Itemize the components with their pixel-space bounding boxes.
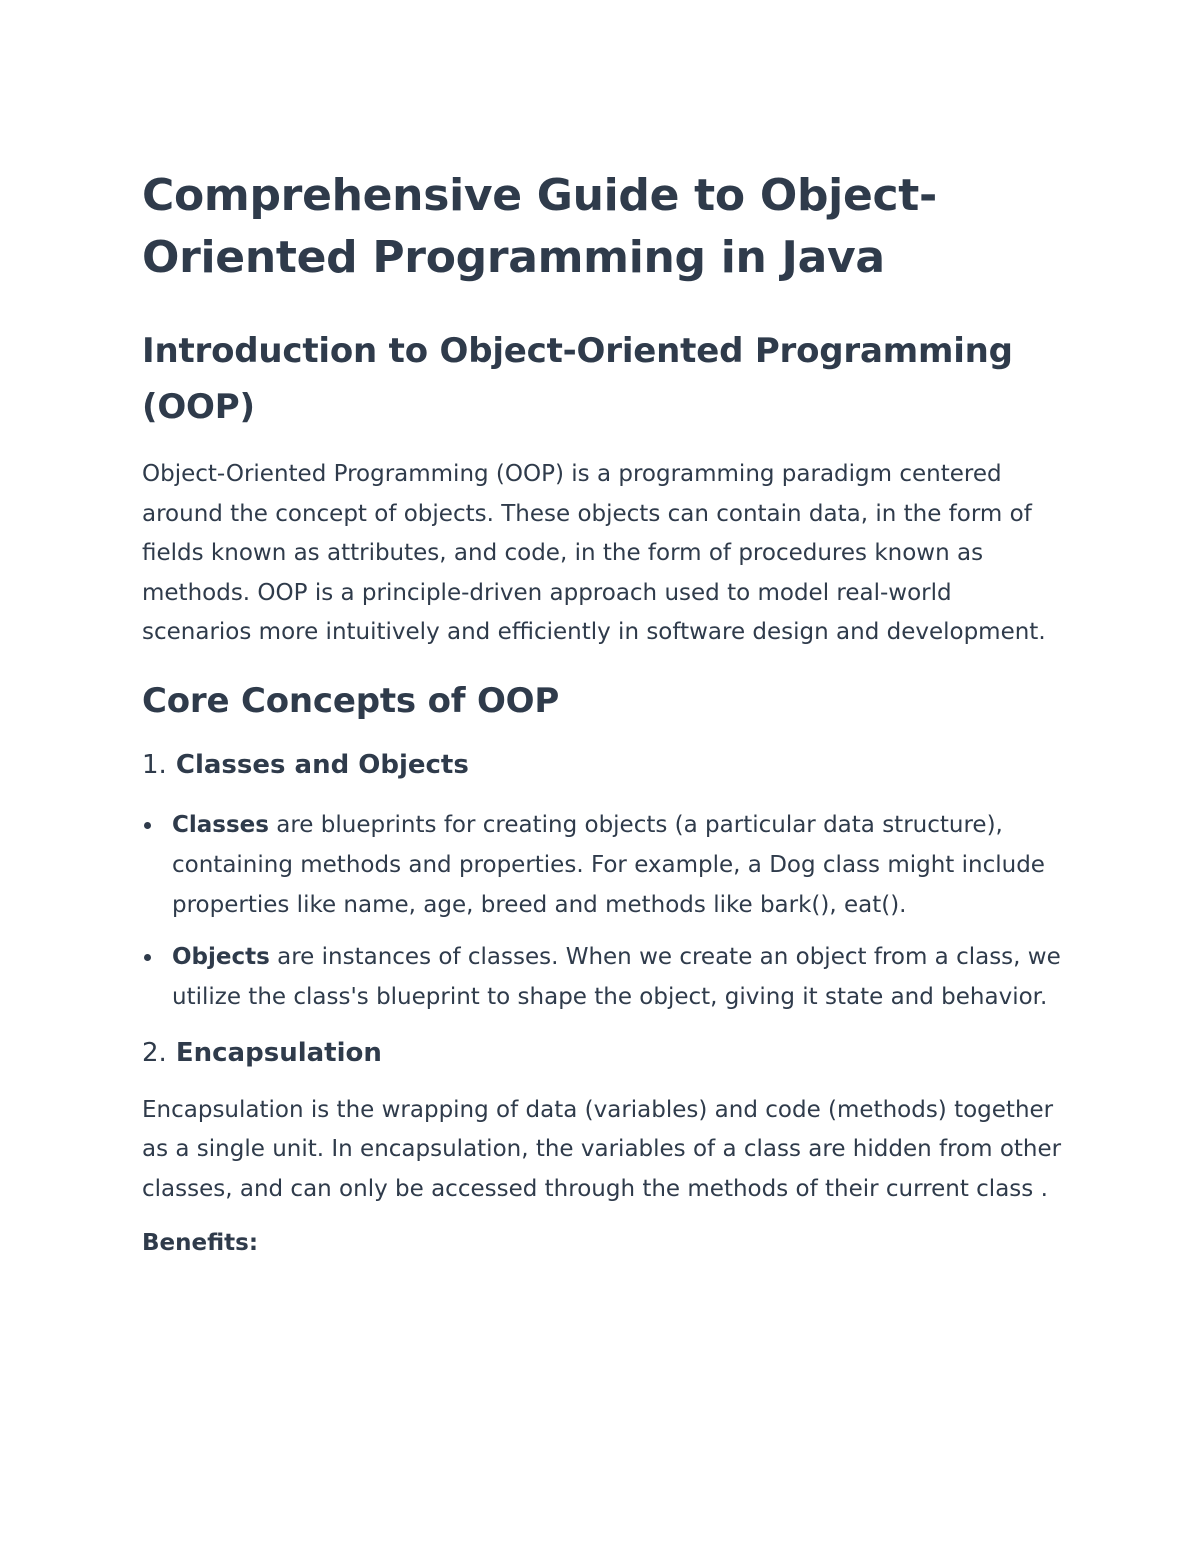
intro-heading: Introduction to Object-Oriented Programming (OOP) [142, 331, 1013, 427]
bullet-icon [144, 954, 151, 961]
intro-paragraph: Object-Oriented Programming (OOP) is a programming paradigm centered around the concept of objects. These objects can contain data, in the form of fields known as attributes, and code, in the form of procedures known as methods. OOP is a principle-driven approach used to model real-world scenarios more intuitively and efficiently in software design and development. [142, 461, 1046, 645]
section-number: 2. [142, 1037, 167, 1068]
benefits-label: Benefits: [142, 1230, 259, 1256]
list-item [142, 937, 1067, 1017]
bullet-term: Objects [172, 943, 270, 970]
bullet-text: are blueprints for creating objects (a particular data structure), containing methods and properties. For example, a Dog class might include properties like name, age, breed and methods like bark(), eat(). [172, 811, 1045, 918]
core-concepts-heading: Core Concepts of OOP [142, 680, 560, 721]
section-number: 1. [142, 749, 167, 780]
classes-objects-heading [142, 745, 1067, 785]
document-title: Comprehensive Guide to Object-Oriented Programming in Java [142, 170, 937, 283]
bullet-icon [144, 822, 151, 829]
classes-objects-list [142, 805, 1067, 1017]
section-title: Classes and Objects [175, 749, 469, 780]
encapsulation-heading [142, 1033, 1067, 1073]
bullet-term: Classes [172, 811, 269, 838]
encapsulation-paragraph: Encapsulation is the wrapping of data (variables) and code (methods) together as a single unit. In encapsulation, the variables of a class are hidden from other classes, and can only be accessed through the methods of their current class . [142, 1096, 1062, 1202]
section-title: Encapsulation [175, 1037, 382, 1068]
bullet-text: are instances of classes. When we create an object from a class, we utilize the class's blueprint to shape the object, giving it state and behavior. [172, 943, 1061, 1010]
list-item [142, 805, 1067, 925]
document-page [142, 165, 1067, 1263]
